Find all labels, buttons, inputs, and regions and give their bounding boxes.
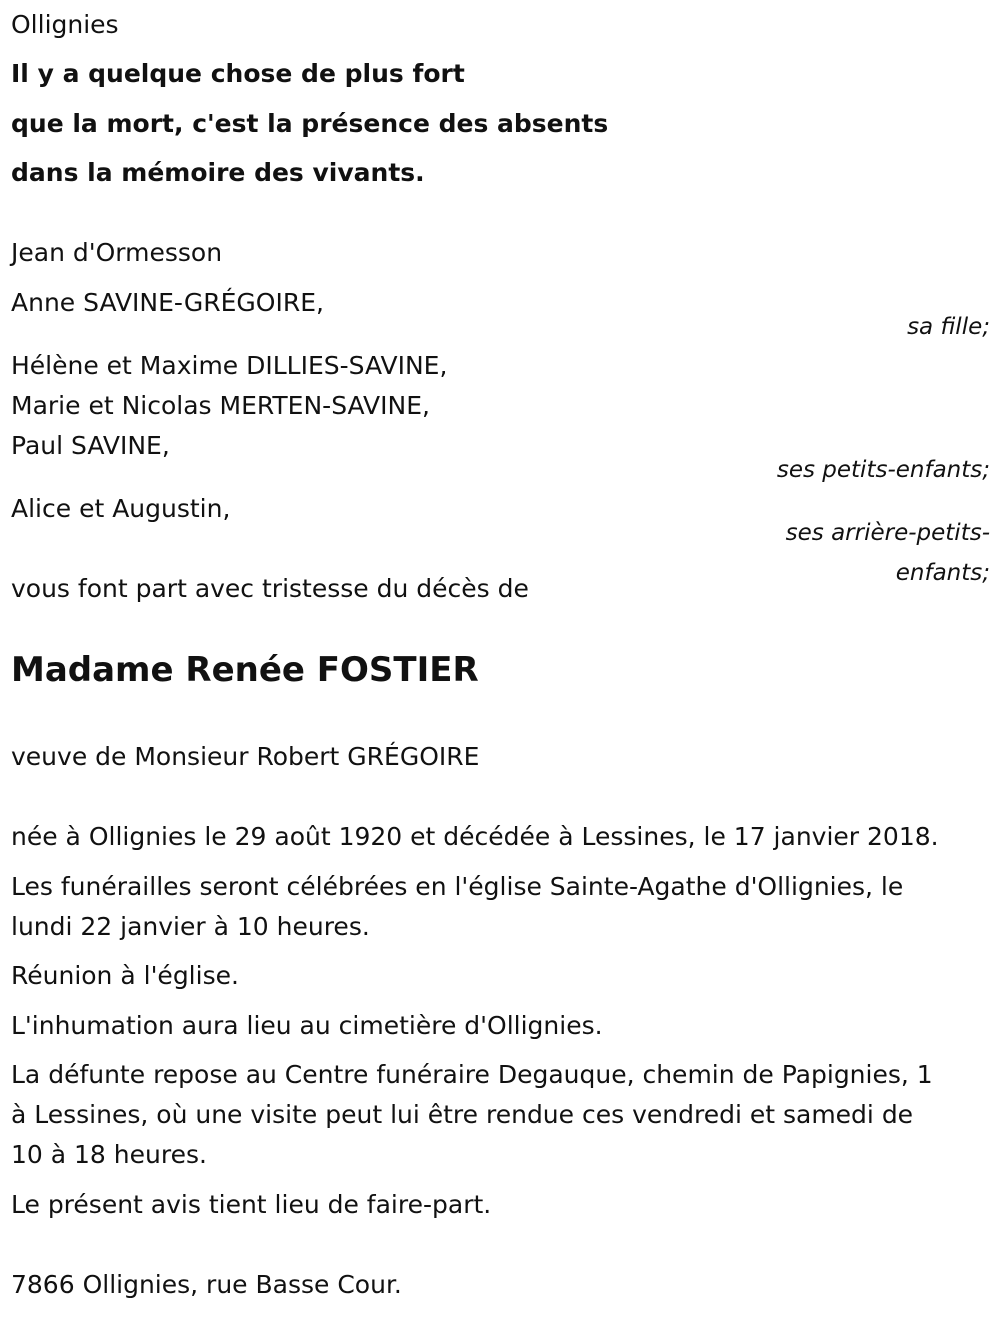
grandchildren-role: ses petits-enfants; (776, 457, 990, 483)
widow-of: veuve de Monsieur Robert GRÉGOIRE (11, 742, 480, 771)
location-header: Ollignies (11, 10, 119, 39)
birth-death-details: née à Ollignies le 29 août 1920 et décédée à Lessines, le 17 janvier 2018. (11, 822, 939, 851)
great-grandchildren-role-line-1: ses arrière-petits- (785, 520, 990, 546)
daughter-name: Anne SAVINE-GRÉGOIRE, (11, 288, 324, 317)
rest-line-1: La défunte repose au Centre funéraire Degauque, chemin de Papignies, 1 (11, 1060, 933, 1089)
rest-line-3: 10 à 18 heures. (11, 1140, 207, 1169)
great-grandchildren-names: Alice et Augustin, (11, 494, 231, 523)
quote-line-1: Il y a quelque chose de plus fort (11, 59, 465, 88)
rest-line-2: à Lessines, où une visite peut lui être rendue ces vendredi et samedi de (11, 1100, 914, 1129)
funeral-line-2: lundi 22 janvier à 10 heures. (11, 912, 370, 941)
announcement-intro: vous font part avec tristesse du décès de (11, 574, 529, 603)
notice: Le présent avis tient lieu de faire-part. (11, 1190, 492, 1219)
burial-info: L'inhumation aura lieu au cimetière d'Ollignies. (11, 1011, 603, 1040)
meeting-info: Réunion à l'église. (11, 961, 239, 990)
grandchild-1: Hélène et Maxime DILLIES-SAVINE, (11, 351, 448, 380)
grandchild-2: Marie et Nicolas MERTEN-SAVINE, (11, 391, 430, 420)
funeral-line-1: Les funérailles seront célébrées en l'église Sainte-Agathe d'Ollignies, le (11, 872, 904, 901)
quote-line-2: que la mort, c'est la présence des absents (11, 109, 609, 138)
daughter-role: sa fille; (907, 314, 990, 340)
quote-line-3: dans la mémoire des vivants. (11, 158, 425, 187)
quote-author: Jean d'Ormesson (11, 238, 223, 267)
grandchild-3: Paul SAVINE, (11, 431, 170, 460)
family-address: 7866 Ollignies, rue Basse Cour. (11, 1270, 402, 1299)
great-grandchildren-role-line-2: enfants; (895, 560, 990, 586)
deceased-name: Madame Renée FOSTIER (11, 650, 479, 690)
